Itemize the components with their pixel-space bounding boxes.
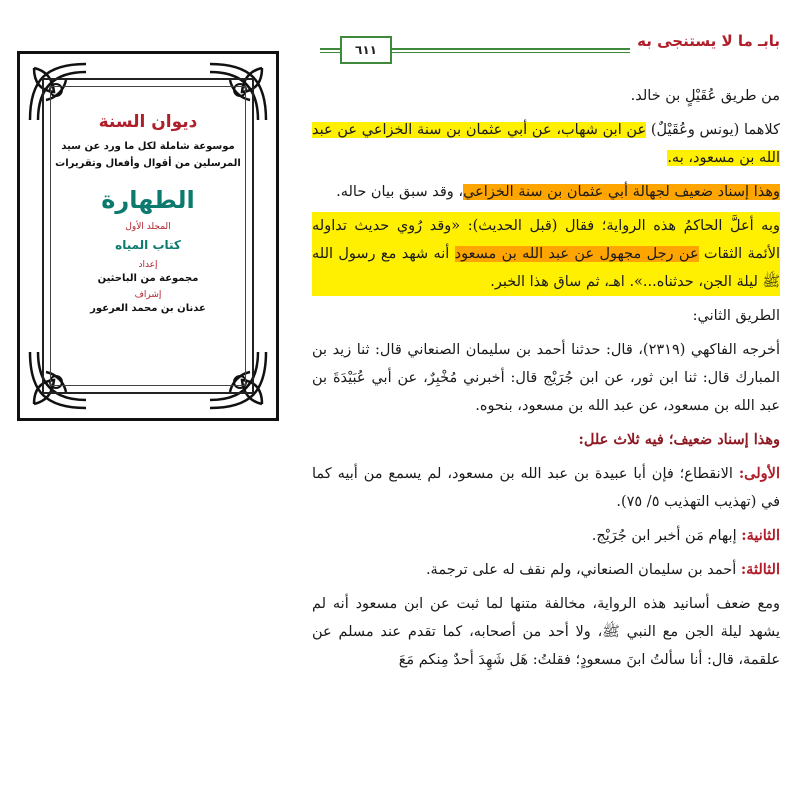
text-span: الطريق الثاني: [692,308,780,324]
text-span: الانقطاع؛ فإن أبا عبيدة بن عبد الله بن مسعود، لم يسمع من أبيه كما في (تهذيب التهذيب ٥/ ٧٥). [312,466,780,510]
text-span: أنه شهد مع رسول الله ﷺ ليلة الجن، حدثناه...». اهـ، ثم ساق هذا الخبر. [312,246,780,290]
highlight-paragraph [312,212,780,296]
cover-main-title: الطهارة [101,186,195,214]
paragraph [312,82,780,110]
bold-heading: وهذا إسناد ضعيف؛ فيه ثلاث علل: [578,431,780,448]
highlight-orange: وهذا إسناد ضعيف لجهالة أبي عثمان بن سنة الخزاعي [463,184,780,200]
text-span: إبهام مَن أخبر ابن جُرَيْج. [591,528,742,544]
label-first: الأولى: [738,465,780,482]
paragraph [312,336,780,420]
paragraph [312,590,780,674]
cover-title: ديوان السنة [98,112,198,132]
paragraph [312,522,780,550]
paragraph [312,460,780,516]
book-cover [17,51,279,421]
paragraph [312,178,780,206]
cover-prepared-by: مجموعة من الباحثين [97,273,199,284]
text-span: أخرجه الفاكهي (٢٣١٩)، قال: حدثنا أحمد بن سليمان الصنعاني قال: ثنا زيد بن المبارك قال: ثنا ابن ثور، عن ابن جُرَيْج قال: أخبرني مُخْبِرٌ، عن أبي عُبَيْدَةَ بن عبد الله بن مسعود، عن عبد الله بن مسعود، بنحوه. [312,342,781,414]
chapter-title: بابـ ما لا يستنجى به [637,32,780,50]
cover-subtitle-2: المرسلين من أقوال وأفعال وتقريرات [55,158,241,169]
cover-supervisor: عدنان بن محمد العرعور [90,303,206,314]
page-body [312,82,780,680]
paragraph [312,116,780,172]
highlight-orange: عن رجل مجهول عن عبد الله بن مسعود [454,246,699,262]
paragraph [312,426,780,454]
page-header [310,28,780,68]
page-number: ٦١١ [340,36,392,64]
label-second: الثانية: [741,527,780,544]
cover-book-name: كتاب المياه [115,238,181,252]
text-span: من طريق عُقَيْلٍ بن خالد. [630,88,780,104]
paragraph [312,302,780,330]
cover-prepared-label: إعداد [138,260,158,270]
text-span: ومع ضعف أسانيد هذه الرواية، مخالفة متنها لما ثبت عن ابن مسعود أنه لم يشهد ليلة الجن مع النبي ﷺ، ولا أحد من أصحابه، كما تقدم عند مسلم عن علقمة، قال: أنا سألتُ ابنَ مسعودٍ؛ فقلتُ: هَل شَهِدَ أحدٌ مِنكم مَعَ [312,596,780,668]
text-span: كلاهما (يونس وعُقَيْلٌ) [646,122,780,138]
cover-subtitle-1: موسوعة شاملة لكل ما ورد عن سيد [61,141,235,152]
paragraph [312,556,780,584]
cover-volume: المجلد الأول [125,222,171,232]
highlight-yellow: عن ابن شهاب، عن أبي عثمان بن سنة الخزاعي عن عبد الله بن مسعود، به. [312,122,780,166]
text-span: وبه أعلَّ الحاكمُ هذه الرواية؛ فقال (قبل الحديث): «وقد رُوي حديث تداوله الأئمة الثقات [312,218,780,262]
text-span: أحمد بن سليمان الصنعاني، ولم نقف له على ترجمة. [425,562,741,578]
label-third: الثالثة: [740,561,780,578]
text-span: ، وقد سبق بيان حاله. [336,184,464,200]
cover-text [48,112,248,320]
cover-supervision-label: إشراف [134,290,162,300]
